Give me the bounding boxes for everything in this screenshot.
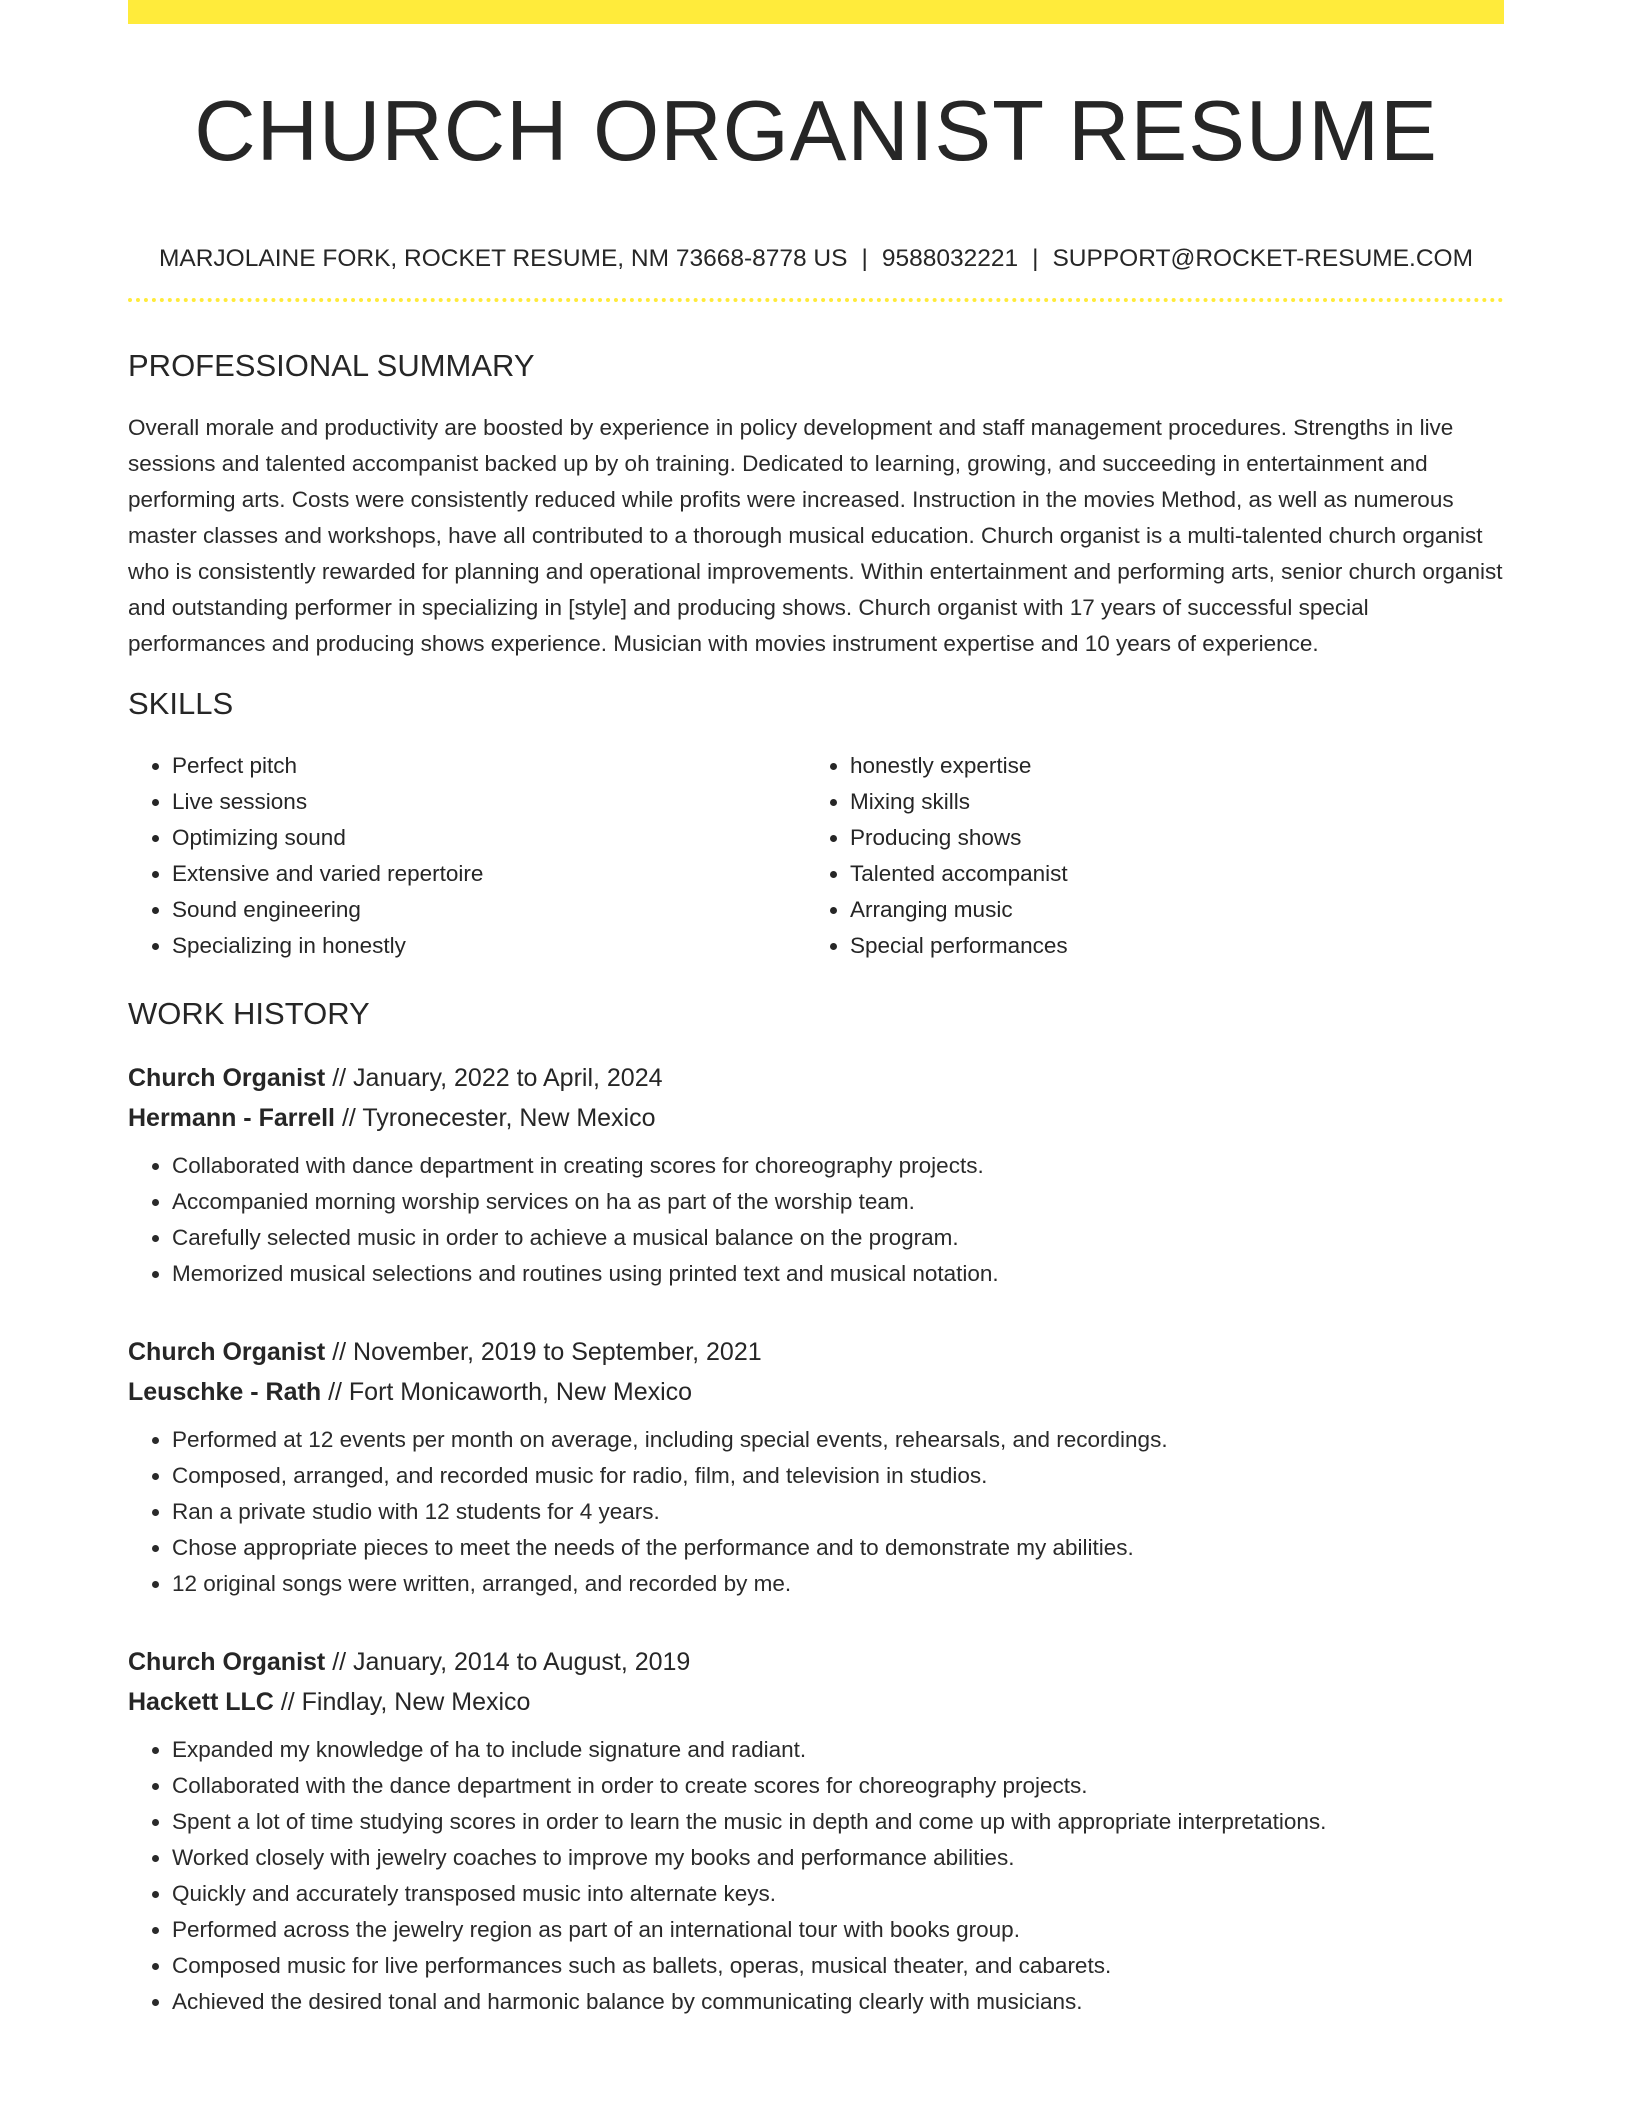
job-dates: // November, 2019 to September, 2021 [332, 1338, 762, 1366]
contact-line [128, 244, 1504, 274]
job-bullet: • Worked closely with jewelry coaches to improve my books and performance abilities. [172, 1840, 1504, 1876]
job-title-line [128, 1058, 1504, 1098]
skill-item: • Special performances [850, 928, 1484, 964]
job-entry [128, 1332, 1504, 1602]
skill-item: • Perfect pitch [172, 748, 806, 784]
job-bullet: • Composed music for live performances such as ballets, operas, musical theater, and cabarets. [172, 1948, 1504, 1984]
job-bullet: • Achieved the desired tonal and harmonic balance by communicating clearly with musicians. [172, 1984, 1504, 2020]
skill-item: • Mixing skills [850, 784, 1484, 820]
job-title: Church Organist [128, 1648, 326, 1676]
job-bullet: • Expanded my knowledge of ha to include signature and radiant. [172, 1732, 1504, 1768]
job-bullets [128, 1422, 1504, 1602]
job-bullet: • Chose appropriate pieces to meet the needs of the performance and to demonstrate my abilities. [172, 1530, 1504, 1566]
job-bullet: • Composed, arranged, and recorded music for radio, film, and television in studios. [172, 1458, 1504, 1494]
work-history-heading: WORK HISTORY [128, 996, 370, 1031]
contact-separator: | [861, 245, 868, 272]
job-entry [128, 1058, 1504, 1292]
job-bullets [128, 1148, 1504, 1292]
contact-address: MARJOLAINE FORK, ROCKET RESUME, NM 73668-8778 US [158, 245, 848, 272]
job-entry [128, 1642, 1504, 2020]
skills-heading: SKILLS [128, 686, 234, 721]
job-bullet: • Memorized musical selections and routines using printed text and musical notation. [172, 1256, 1504, 1292]
job-dates: // January, 2014 to August, 2019 [332, 1648, 691, 1676]
accent-top-bar [128, 0, 1504, 24]
job-location: // Fort Monicaworth, New Mexico [328, 1378, 693, 1406]
job-bullet: • Performed at 12 events per month on average, including special events, rehearsals, and recordings. [172, 1422, 1504, 1458]
contact-email: SUPPORT@ROCKET-RESUME.COM [1052, 245, 1474, 272]
contact-phone: 9588032221 [881, 245, 1019, 272]
dotted-divider [128, 298, 1504, 302]
job-company-line [128, 1098, 1504, 1138]
job-company: Hermann - Farrell [128, 1104, 336, 1132]
job-bullet: • Collaborated with the dance department in order to create scores for choreography projects. [172, 1768, 1504, 1804]
contact-separator: | [1032, 245, 1039, 272]
job-dates: // January, 2022 to April, 2024 [332, 1064, 663, 1092]
skill-item: • Extensive and varied repertoire [172, 856, 806, 892]
skill-item: • Specializing in honestly [172, 928, 806, 964]
job-company: Hackett LLC [128, 1688, 274, 1716]
job-bullet: • Collaborated with dance department in creating scores for choreography projects. [172, 1148, 1504, 1184]
skill-item: • honestly expertise [850, 748, 1484, 784]
skill-item: • Producing shows [850, 820, 1484, 856]
job-title-line [128, 1642, 1504, 1682]
resume-title: CHURCH ORGANIST RESUME [194, 84, 1438, 179]
skill-item: • Talented accompanist [850, 856, 1484, 892]
job-bullet: • Accompanied morning worship services on ha as part of the worship team. [172, 1184, 1504, 1220]
job-location: // Findlay, New Mexico [280, 1688, 531, 1716]
resume-page [128, 0, 1504, 2020]
job-bullet: • 12 original songs were written, arranged, and recorded by me. [172, 1566, 1504, 1602]
skill-item: • Sound engineering [172, 892, 806, 928]
skills-columns [128, 748, 1504, 964]
job-bullet: • Spent a lot of time studying scores in order to learn the music in depth and come up with appropriate interpretations. [172, 1804, 1504, 1840]
job-company-line [128, 1372, 1504, 1412]
skill-item: • Live sessions [172, 784, 806, 820]
job-bullets [128, 1732, 1504, 2020]
job-bullet: • Ran a private studio with 12 students for 4 years. [172, 1494, 1504, 1530]
job-title: Church Organist [128, 1338, 326, 1366]
skills-right-list [806, 748, 1484, 964]
skills-left-list [128, 748, 806, 964]
skill-item: • Optimizing sound [172, 820, 806, 856]
job-bullet: • Performed across the jewelry region as part of an international tour with books group. [172, 1912, 1504, 1948]
job-bullet: • Quickly and accurately transposed music into alternate keys. [172, 1876, 1504, 1912]
job-bullet: • Carefully selected music in order to achieve a musical balance on the program. [172, 1220, 1504, 1256]
job-title: Church Organist [128, 1064, 326, 1092]
job-location: // Tyronecester, New Mexico [341, 1104, 656, 1132]
job-title-line [128, 1332, 1504, 1372]
summary-paragraph: Overall morale and productivity are boosted by experience in policy development and staff management procedures. Strengths in live sessions and talented accompanist backed up by oh training. Dedicated to learning, growing, and succeeding in entertainment and performing arts. Costs were consistently reduced while profits were increased. Instruction in the movies Method, as well as numerous master classes and workshops, have all contributed to a thorough musical education. Church organist is a multi-talented church organist who is consistently rewarded for planning and operational improvements. Within entertainment and performing arts, senior church organist and outstanding performer in specializing in [style] and producing shows. Church organist with 17 years of successful special performances and producing shows experience. Musician with movies instrument expertise and 10 years of experience. [128, 415, 1503, 656]
job-company: Leuschke - Rath [128, 1378, 322, 1406]
skill-item: • Arranging music [850, 892, 1484, 928]
job-company-line [128, 1682, 1504, 1722]
summary-heading: PROFESSIONAL SUMMARY [128, 348, 535, 383]
